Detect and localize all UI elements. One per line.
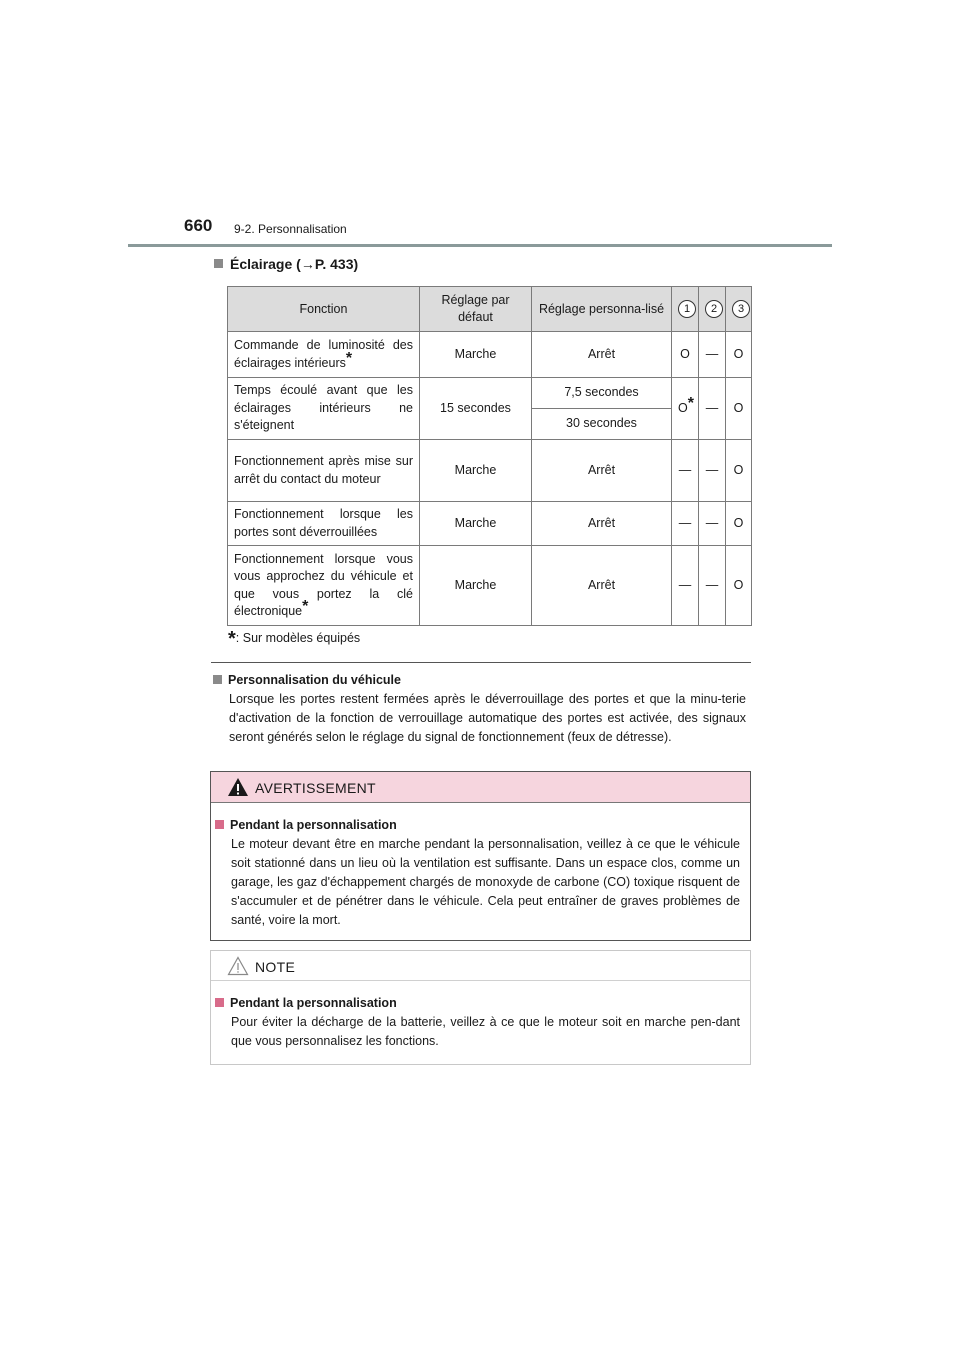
cell-defaut: Marche [420,332,532,378]
cell-fonction: Fonctionnement lorsque vous vous approchez du véhicule et que vous portez la clé électronique* [228,546,420,626]
footnote-star: * [687,394,694,412]
cell-perso: Arrêt [532,502,672,546]
note-box [210,950,751,1065]
cell-c1: O* [672,378,699,440]
table-row [228,502,752,546]
table-row [228,440,752,502]
warning-title: Pendant la personnalisation [215,816,740,835]
cell-fonction: Fonctionnement après mise sur arrêt du contact du moteur [228,440,420,502]
section-heading [214,256,358,272]
page-number: 660 [184,216,213,235]
cell-c1: — [672,502,699,546]
note-title: Pendant la personnalisation [215,994,740,1013]
cell-defaut: 15 secondes [420,378,532,440]
table-row [228,378,752,409]
square-bullet-icon [214,259,223,268]
cell-c3: O [726,332,752,378]
circled-number-3-icon: 3 [732,300,750,318]
cell-perso: 7,5 secondes [532,378,672,409]
header-rule [128,244,832,247]
circled-number-2-icon: 2 [705,300,723,318]
settings-table [227,286,752,626]
warning-label: AVERTISSEMENT [255,780,376,796]
note-body [211,981,750,1051]
note-label: NOTE [255,959,296,975]
cell-perso: Arrêt [532,440,672,502]
cell-c2: — [699,332,726,378]
vehicle-section [213,671,746,747]
square-bullet-icon [215,998,224,1007]
column-header-3 [726,287,752,332]
section-title: 9-2. Personnalisation [234,222,347,236]
cell-perso-alt: 30 secondes [532,409,672,440]
cell-fonction: Fonctionnement lorsque les portes sont déverrouillées [228,502,420,546]
footnote-mark: * [228,628,236,650]
square-bullet-icon [215,820,224,829]
cell-c2: — [699,546,726,626]
cell-c1: O [672,332,699,378]
cell-c3: O [726,440,752,502]
cell-defaut: Marche [420,440,532,502]
heading-text: Éclairage (→P. 433) [230,256,359,272]
warning-text: Le moteur devant être en marche pendant la personnalisation, veillez à ce que le véhicule soit stationné dans un lieu où la ventilation est suffisante. Dans un espace clos, comme un garage, les gaz d'échappement chargés de monoxyde de carbone (CO) toxique risquent de s'accumuler et de pénétrer dans le véhicule. Cela peut entraîner de graves problèmes de santé, voire la mort. [231,837,740,927]
cell-perso: Arrêt [532,332,672,378]
table-header-row [228,287,752,332]
footnote-text: : Sur modèles équipés [235,631,361,645]
column-header-2 [699,287,726,332]
cell-c3: O [726,546,752,626]
circled-number-1-icon: 1 [678,300,696,318]
cell-c1: — [672,440,699,502]
note-header [211,951,750,981]
cell-fonction: Temps écoulé avant que les éclairages intérieurs ne s'éteignent [228,378,420,440]
cell-fonction: Commande de luminosité des éclairages intérieurs* [228,332,420,378]
cell-c3: O [726,502,752,546]
vehicle-section-title: Personnalisation du véhicule [213,671,746,690]
cell-c3: O [726,378,752,440]
cell-c2: — [699,378,726,440]
cell-c2: — [699,502,726,546]
cell-c1: — [672,546,699,626]
footnote-star: * [302,598,309,615]
column-header-1 [672,287,699,332]
warning-box [210,771,751,941]
table-row [228,332,752,378]
square-bullet-icon [213,675,222,684]
table-row [228,546,752,626]
warning-header [211,772,750,803]
column-header-perso: Réglage personna-lisé [532,287,672,332]
warning-body [211,803,750,930]
footnote-star: * [345,349,353,367]
cell-defaut: Marche [420,502,532,546]
note-text: Pour éviter la décharge de la batterie, veillez à ce que le moteur soit en marche pen-dant que vous personnalisez les fonctions. [231,1015,740,1048]
column-header-defaut: Réglage par défaut [420,287,532,332]
vehicle-section-text: Lorsque les portes restent fermées après le déverrouillage des portes et que la minu-terie d'activation de la fonction de verrouillage automatique des portes est activée, des signaux seront générés selon le réglage du signal de fonctionnement (feux de détresse). [229,692,746,744]
caution-triangle-outline-icon [227,956,249,976]
warning-triangle-icon [227,777,249,797]
column-header-fonction: Fonction [228,287,420,332]
cell-c2: — [699,440,726,502]
cell-perso: Arrêt [532,546,672,626]
section-divider [211,662,751,663]
table-footnote [228,628,360,651]
cell-defaut: Marche [420,546,532,626]
